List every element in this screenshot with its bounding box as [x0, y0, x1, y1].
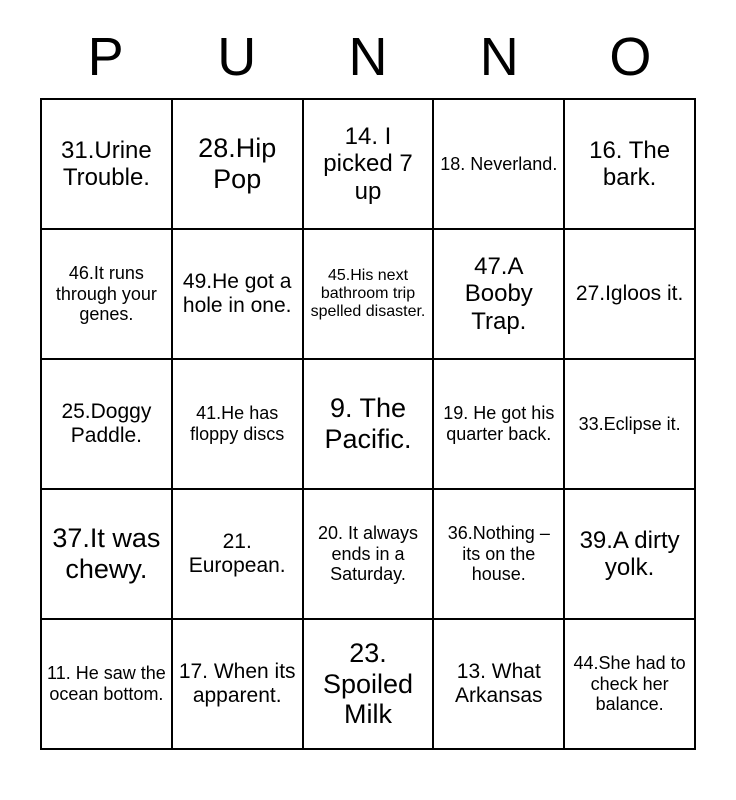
- bingo-cell[interactable]: 28.Hip Pop: [172, 99, 303, 229]
- bingo-row: [41, 359, 695, 489]
- bingo-grid: [40, 98, 696, 750]
- bingo-cell[interactable]: 36.Nothing – its on the house.: [433, 489, 564, 619]
- bingo-cell[interactable]: 47.A Booby Trap.: [433, 229, 564, 359]
- bingo-cell[interactable]: 25.Doggy Paddle.: [41, 359, 172, 489]
- bingo-cell[interactable]: 49.He got a hole in one.: [172, 229, 303, 359]
- bingo-cell[interactable]: 20. It always ends in a Saturday.: [303, 489, 434, 619]
- bingo-cell[interactable]: 16. The bark.: [564, 99, 695, 229]
- bingo-header: [40, 0, 696, 88]
- bingo-cell[interactable]: 37.It was chewy.: [41, 489, 172, 619]
- header-letter-n2: N: [479, 27, 519, 87]
- bingo-cell[interactable]: 14. I picked 7 up: [303, 99, 434, 229]
- bingo-cell[interactable]: 33.Eclipse it.: [564, 359, 695, 489]
- bingo-row: [41, 619, 695, 749]
- bingo-cell[interactable]: 21. European.: [172, 489, 303, 619]
- header-letter-n1: N: [348, 27, 388, 87]
- bingo-row: [41, 229, 695, 359]
- bingo-cell[interactable]: 19. He got his quarter back.: [433, 359, 564, 489]
- header-letter-o: O: [609, 27, 652, 87]
- bingo-cell[interactable]: 39.A dirty yolk.: [564, 489, 695, 619]
- bingo-cell[interactable]: 45.His next bathroom trip spelled disaster.: [303, 229, 434, 359]
- bingo-cell[interactable]: 44.She had to check her balance.: [564, 619, 695, 749]
- header-letter-u: U: [217, 27, 257, 87]
- bingo-cell[interactable]: 41.He has floppy discs: [172, 359, 303, 489]
- bingo-cell[interactable]: 18. Neverland.: [433, 99, 564, 229]
- bingo-cell[interactable]: 27.Igloos it.: [564, 229, 695, 359]
- bingo-cell[interactable]: 46.It runs through your genes.: [41, 229, 172, 359]
- bingo-row: [41, 99, 695, 229]
- bingo-cell[interactable]: 23. Spoiled Milk: [303, 619, 434, 749]
- bingo-cell[interactable]: 17. When its apparent.: [172, 619, 303, 749]
- header-letter-p: P: [87, 27, 124, 87]
- bingo-row: [41, 489, 695, 619]
- bingo-cell[interactable]: 11. He saw the ocean bottom.: [41, 619, 172, 749]
- bingo-cell[interactable]: 9. The Pacific.: [303, 359, 434, 489]
- bingo-cell[interactable]: 31.Urine Trouble.: [41, 99, 172, 229]
- bingo-cell[interactable]: 13. What Arkansas: [433, 619, 564, 749]
